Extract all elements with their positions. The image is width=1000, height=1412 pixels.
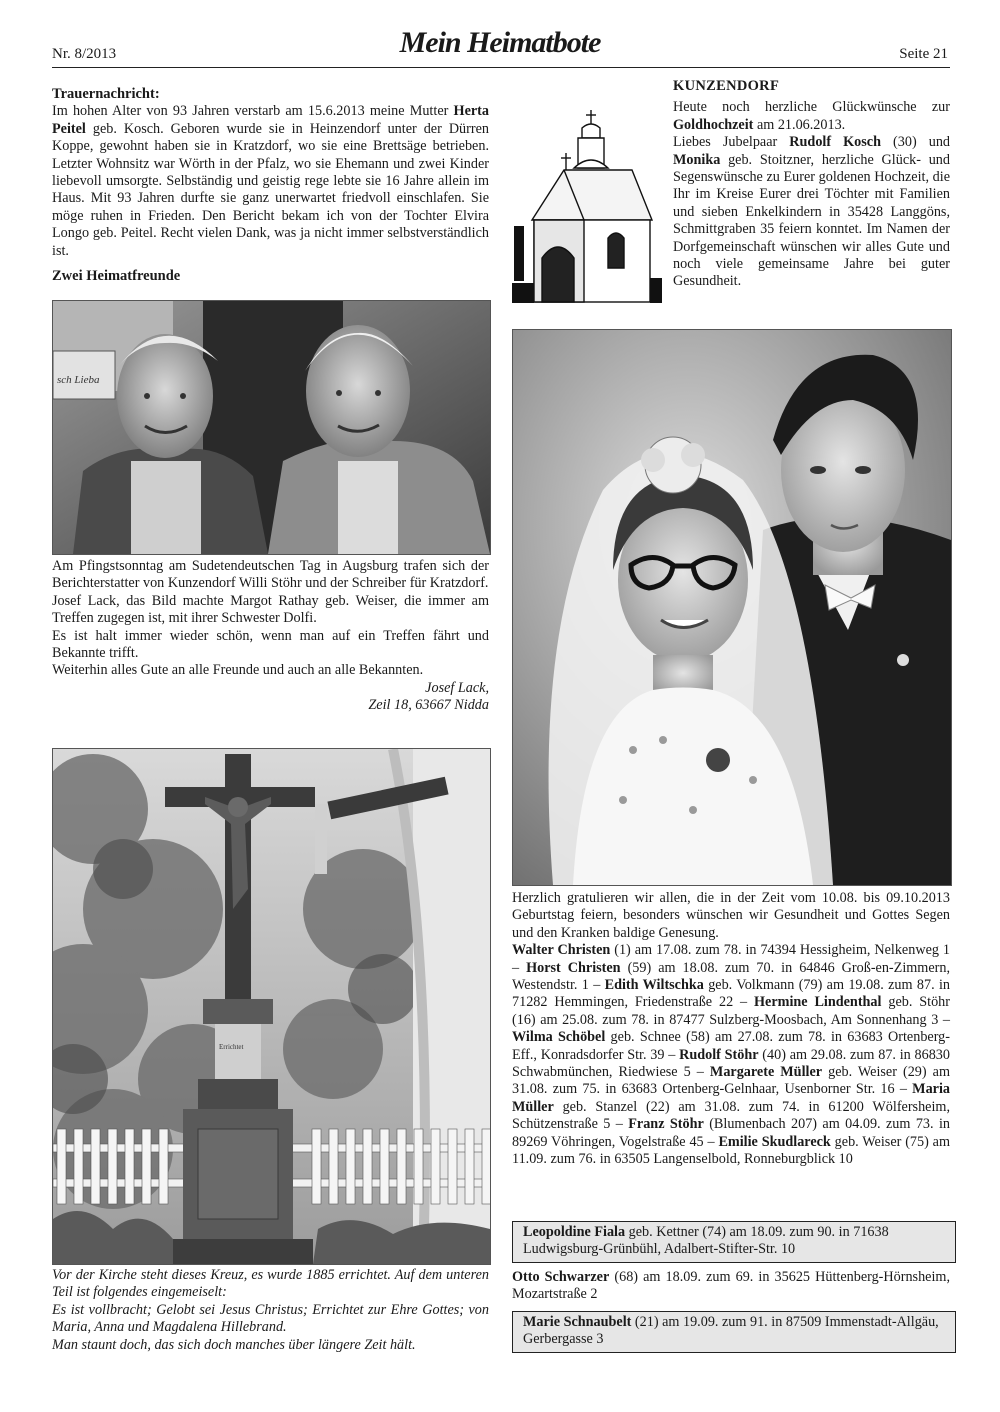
birthday-name: Margarete Müller [709,1064,823,1081]
cross-caption-p2: Es ist vollbracht; Gelobt sei Jesus Christus; Errichtet zur Ehre Gottes; von Maria, Anna und Magdalena Hillebrand. [52,1301,489,1336]
birthday-details: geb. Volkmann (79) am 19.08. zum 87. in 71282 Hemmingen, Friedenstraße 22 – [512,977,950,1011]
cross-photo-image [53,749,490,1264]
birthday-details: (40) am 29.08. zum 87. in 86830 Schwabmünchen, Riedwiese 5 – [512,1046,950,1081]
sign-text: sch Lieba [57,374,100,386]
fence-picket [397,1129,406,1204]
friends-caption [52,558,489,715]
kunzendorf-section [673,78,950,291]
birthday-details: (Blumenbach 207) am 04.09. zum 73. in 89269 Vöhringen, Vogelstraße 45 – [512,1116,950,1150]
schwarzer-entry [512,1269,950,1304]
wedding-photo [512,329,952,886]
fence-picket [159,1129,168,1204]
friends-heading: Zwei Heimatfreunde [52,268,181,285]
obituary-text [52,103,489,260]
birthdays-intro: Herzlich gratulieren wir allen, die in der Zeit vom 10.08. bis 09.10.2013 Geburtstag feiern, besonders wünschen wir Gesundheit und Gottes Segen und den Kranken baldige Genesung. [512,890,950,941]
signature-address: Zeil 18, 63667 Nidda [368,697,489,714]
kunzendorf-text-part: Liebes Jubelpaar [673,134,790,151]
birthday-name: Edith Wiltschka [604,977,704,994]
signature-name: Josef Lack, [425,679,489,696]
friends-caption-p4: Weiterhin alles Gute an alle Freunde und auch an alle Bekannten. [52,662,424,679]
fence-picket [448,1129,457,1204]
friends-photo [52,300,491,555]
friends-caption-p2: Josef Lack, das Bild machte Margot Rathay geb. Weiser, die immer am Treffen zugegen ist, mit ihrer Schwester Dolfi. [52,592,489,627]
header-rule [52,67,950,68]
fence-picket [91,1129,100,1204]
schnaubelt-details: (21) am 19.09. zum 91. in 87509 Immenstadt-Allgäu, Gerbergasse 3 [523,1314,939,1348]
cross-caption-p3: Man staunt doch, das sich doch manches über längere Zeit hält. [52,1336,416,1353]
page-number: Seite 21 [899,46,948,62]
chapel-icon [512,108,662,306]
birthday-details: geb. Weiser (29) am 31.08. zum 75. in 63683 Ortenberg-Gelnhaar, Usenborner Str. 16 – [512,1064,951,1098]
birthday-name: Hermine Lindenthal [754,994,882,1011]
fiala-first-name: Leopoldine [523,1224,595,1240]
chapel-drawing [512,108,662,306]
birthday-list [512,942,950,1168]
husband-name: Rudolf Kosch [789,134,881,151]
birthday-name: Wilma Schöbel [512,1029,606,1046]
fence-picket [142,1129,151,1204]
fiala-details: geb. Kettner (74) am 18.09. zum 90. in 71638 Ludwigsburg-Grünbühl, Adalbert-Stifter-Str. 10 [523,1224,889,1258]
cross-photo [52,748,491,1265]
obituary-name: Herta Peitel [52,103,489,137]
fence-picket [312,1129,321,1204]
fence-picket [380,1129,389,1204]
obituary-heading: Trauernachricht: [52,86,160,102]
event-name: Goldhochzeit [673,116,754,133]
masthead-title: Mein Heimatbote [399,26,601,59]
birthday-name: Walter Christen [512,942,611,959]
birthdays-section [512,890,950,1169]
fence-picket [125,1129,134,1204]
fence-picket [329,1129,338,1204]
kunzendorf-text-part: geb. Stoitzner, herzliche Glück- und Segenswünsche zu Eurer goldenen Hochzeit, die Ihr im Kreise Eurer drei Töchter mit Familien und sieben Enkelkindern in 35428 Langgöns, Schmittgraben 35 feiern konntet. Im Namen der Dorfgemeinschaft wünschen wir alles Gute und noch viele gemeinsame Jahre bei guter Gesundheit. [673,151,950,290]
fence-picket [363,1129,372,1204]
fence-picket [414,1129,423,1204]
obituary-text-part: Im hohen Alter von 93 Jahren verstarb am 15.6.2013 meine Mutter [52,103,454,120]
friends-caption-p1: Am Pfingstsonntag am Sudetendeutschen Tag in Augsburg trafen sich der Berichterstatter von Kunzendorf Willi Stöhr und der Schreiber für Kratzdorf. [52,558,489,592]
friends-photo-image [53,301,490,554]
schwarzer-details: (68) am 18.09. zum 69. in 35625 Hüttenberg-Hörnsheim, Mozartstraße 2 [512,1269,950,1303]
goldhochzeit-text [673,99,950,134]
birthday-details: geb. Schnee (58) am 27.08. zum 78. in 63683 Ortenberg-Eff., Konradsdorfer Str. 39 – [512,1029,950,1063]
friends-caption-p3: Es ist halt immer wieder schön, wenn man auf ein Treffen fährt und Bekannte trifft. [52,627,489,662]
plaque-text: Errichtet [219,1043,244,1051]
wife-name: Monika [673,151,721,168]
birthday-details: geb. Stanzel (22) am 31.08. zum 74. in 61200 Wölfersheim, Schützenstraße 5 – [512,1098,950,1133]
obituary-section [52,86,489,285]
birthday-name: Maria Müller [512,1081,950,1115]
birthday-name: Horst Christen [526,959,621,976]
birthday-details: (1) am 17.08. zum 78. in 74394 Hessigheim, Nelkenweg 1 – [512,942,950,976]
birthday-details: geb. Weiser (75) am 11.09. zum 76. in 63505 Langenselbold, Ronneburgblick 10 [512,1133,951,1168]
fence-picket [346,1129,355,1204]
issue-number: Nr. 8/2013 [52,46,117,62]
cross-caption [52,1267,489,1354]
highlight-box-fiala [512,1221,956,1263]
kunzendorf-text-part: Heute noch herzliche Glückwünsche zur [673,99,950,116]
birthday-name: Emilie Skudlareck [718,1133,831,1150]
obituary-text-part: geb. Kosch. Geboren wurde sie in Heinzendorf unter der Dürren Koppe, gewohnt haben sie in Kratzdorf, wo sie eine Brettsäge betrieben. Letzter Wohnsitz war Wörth in der Pfalz, wo sie Ehemann und zwei Kinder liebevoll umsorgte. Selbständig und geistig rege lebte sie 16 Jahre allein im Haus. Mit 93 Jahren durfte sie ganz unerwartet friedvoll einschlafen. Sie möge ruhen in Frieden. Den Bericht bekam ich von der Tochter Elvira Longo geb. Peitel. Recht vielen Dank, was ja nicht immer selbstverständlich ist. [52,120,489,259]
schwarzer-name: Otto Schwarzer [512,1269,610,1285]
cross-caption-p1: Vor der Kirche steht dieses Kreuz, es wurde 1885 errichtet. Auf dem unteren Teil ist folgendes eingemeiselt: [52,1267,489,1301]
kunzendorf-text-part: (30) und [880,134,951,151]
kunzendorf-heading: KUNZENDORF [673,78,780,94]
birthday-name: Rudolf Stöhr [679,1046,759,1063]
couple-text [673,134,950,291]
fiala-last-name: Fiala [594,1224,626,1240]
fence-picket [74,1129,83,1204]
birthday-name: Franz Stöhr [628,1116,704,1133]
birthday-details: geb. Stöhr (16) am 25.08. zum 78. in 87477 Sulzberg-Moosbach, Am Sonnenhang 3 – [512,994,950,1028]
fence-picket [57,1129,66,1204]
fence-picket [482,1129,490,1204]
wedding-photo-image [513,330,951,885]
fence-picket [465,1129,474,1204]
kunzendorf-text-part: am 21.06.2013. [753,116,846,133]
schnaubelt-name: Marie Schnaubelt [523,1314,632,1330]
highlight-box-schnaubelt [512,1311,956,1353]
birthday-details: (59) am 18.08. zum 70. in 64846 Groß-en-Zimmern, Westendstr. 1 – [512,959,950,994]
fence-picket [431,1129,440,1204]
fence-picket [108,1129,117,1204]
